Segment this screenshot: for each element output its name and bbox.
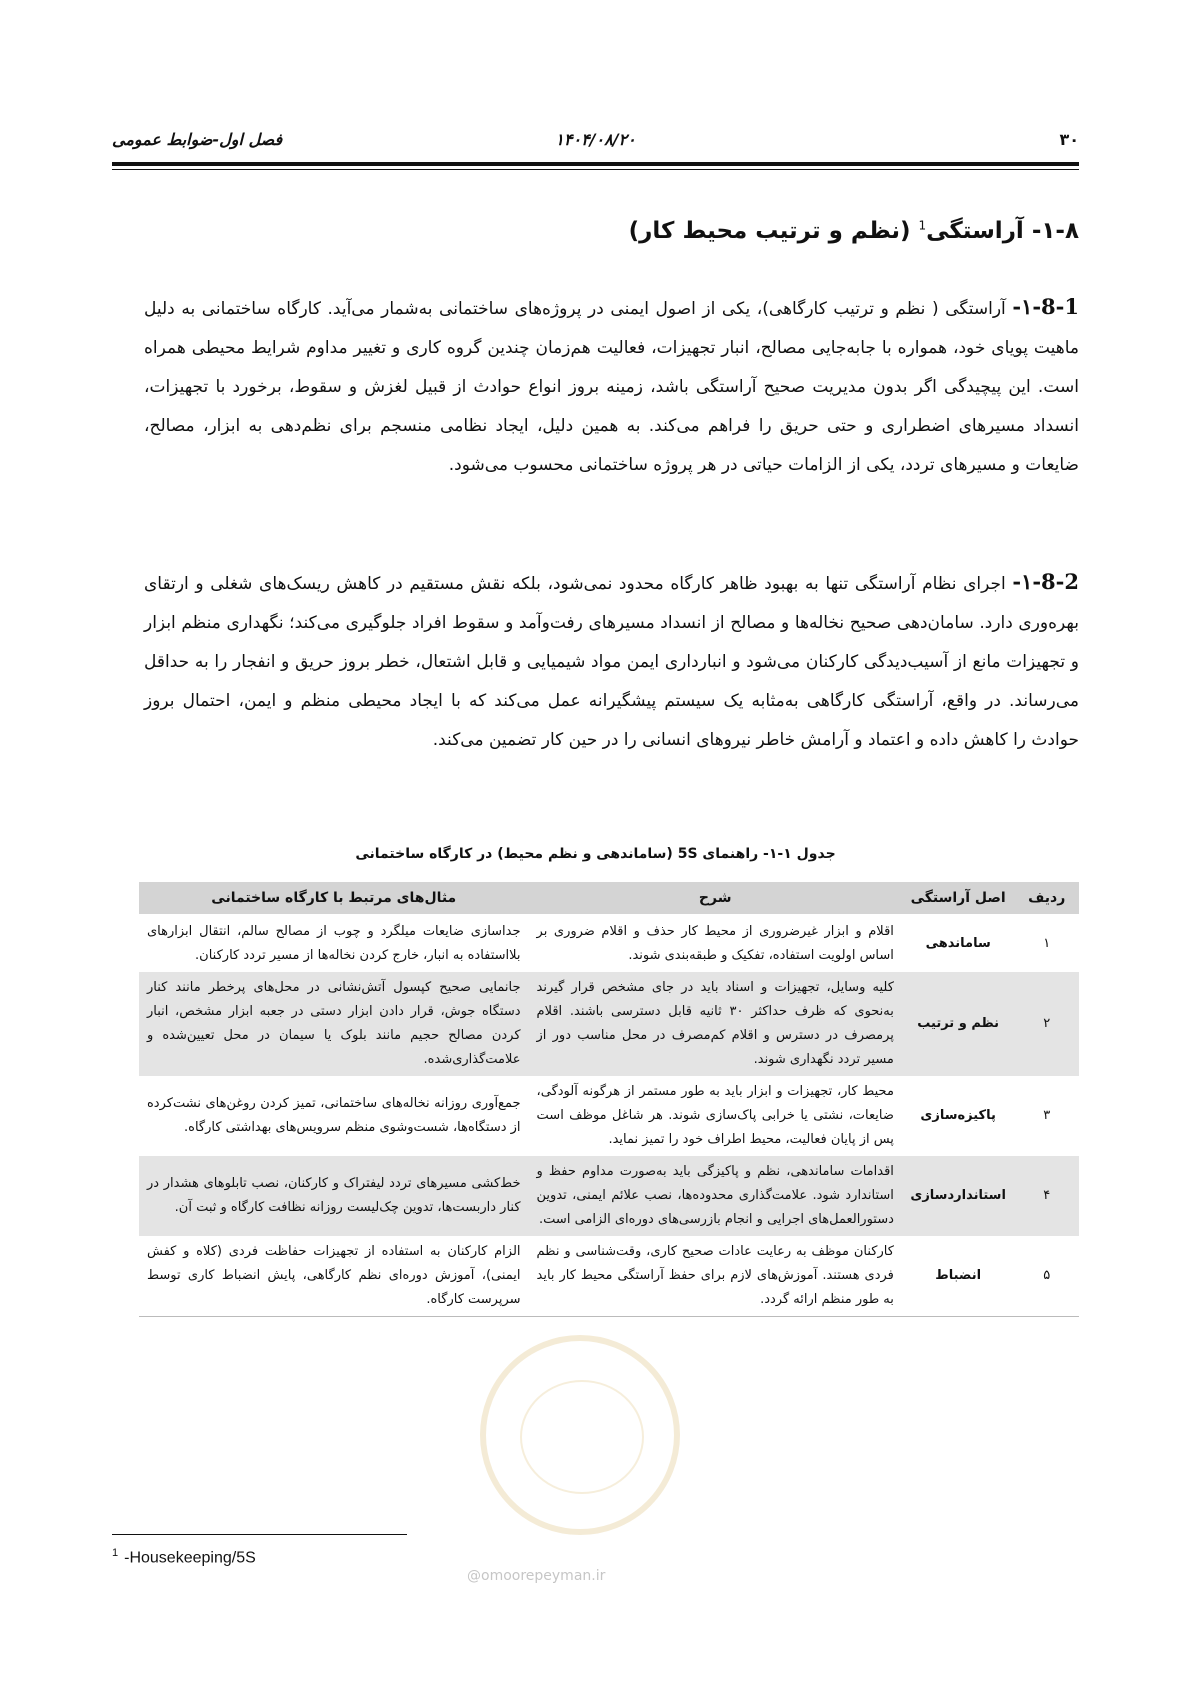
principle-description: اقدامات ساماندهی، نظم و پاکیزگی باید به‌صورت مداوم حفظ و استاندارد شود. علامت‌گذاری محدوده‌ها، نصب علائم ایمنی، تدوین دستورالعمل‌های اجرایی و انجام بازرسی‌های دوره‌ای الزامی است. <box>529 1156 902 1236</box>
running-header <box>112 126 1079 156</box>
principle-description: محیط کار، تجهیزات و ابزار باید به طور مستمر از هرگونه آلودگی، ضایعات، نشتی یا خرابی پاک‌سازی شوند. هر شاغل موظف است پس از پایان فعالیت، محیط اطراف خود را تمیز نماید. <box>529 1076 902 1156</box>
watermark-text: @omoorepeyman.ir <box>467 1568 606 1584</box>
header-description: شرح <box>529 882 902 915</box>
row-number: ۵ <box>1014 1236 1079 1317</box>
paragraph-number: ۱-8-2- <box>1012 569 1079 594</box>
header-date: ۱۴۰۴/۰۸/۲۰ <box>555 130 636 149</box>
principle-description: کلیه وسایل، تجهیزات و اسناد باید در جای مشخص قرار گیرند به‌نحوی که ظرف حداکثر ۳۰ ثانیه قابل دسترسی باشند. اقلام پرمصرف در دسترس و اقلام کم‌مصرف در محل مناسب دور از مسیر تردد نگهداری شوند. <box>529 972 902 1076</box>
table-row <box>139 1236 1079 1317</box>
footnote-marker: 1 <box>112 1547 119 1559</box>
footnote <box>112 1547 256 1567</box>
principle-name: پاکیزه‌سازی <box>902 1076 1015 1156</box>
row-number: ۲ <box>1014 972 1079 1076</box>
paragraph-1 <box>144 287 1079 485</box>
principle-description: اقلام و ابزار غیرضروری از محیط کار حذف و اقلام ضروری بر اساس اولویت استفاده، تفکیک و طبقه‌بندی شوند. <box>529 915 902 972</box>
paragraph-2 <box>144 562 1079 760</box>
table-row <box>139 1156 1079 1236</box>
row-number: ۴ <box>1014 1156 1079 1236</box>
footnote-rule <box>112 1534 407 1535</box>
watermark-seal-inner <box>520 1380 644 1494</box>
principle-example: الزام کارکنان به استفاده از تجهیزات حفاظت فردی (کلاه و کفش ایمنی)، آموزش دوره‌ای نظم کارگاهی، پایش انضباط کاری توسط سرپرست کارگاه. <box>139 1236 529 1317</box>
paragraph-text: اجرای نظام آراستگی تنها به بهبود ظاهر کارگاه محدود نمی‌شود، بلکه نقش مستقیم در کاهش ریسک‌های شغلی و ارتقای بهره‌وری دارد. سامان‌دهی صحیح نخاله‌ها و مصالح از انسداد مسیرهای رفت‌وآمد و سقوط افراد جلوگیری می‌کند؛ نگهداری منظم ابزار و تجهیزات مانع از آسیب‌دیدگی کارکنان می‌شود و انبارداری ایمن مواد شیمیایی و قابل اشتعال، خطر بروز حریق و انفجار را به حداقل می‌رساند. در واقع، آراستگی کارگاهی به‌مثابه یک سیستم پیشگیرانه عمل می‌کند که با ایجاد محیطی منظم و ایمن، احتمال بروز حوادث را کاهش داده و اعتماد و آرامش خاطر نیروهای انسانی را در حین کار تضمین می‌کند. <box>144 574 1079 750</box>
footnote-reference[interactable]: 1 <box>918 218 927 233</box>
table-row <box>139 915 1079 972</box>
page-number: ۳۰ <box>1059 130 1079 149</box>
header-rule-thick <box>112 162 1079 166</box>
table-header-row <box>139 882 1079 915</box>
paragraph-number: ۱-8-1- <box>1012 294 1079 319</box>
header-principle: اصل آراستگی <box>902 882 1015 915</box>
principle-example: جانمایی صحیح کپسول آتش‌نشانی در محل‌های پرخطر مانند کنار دستگاه جوش، قرار دادن ابزار دستی در جعبه ابزار مشخص، انبار کردن مصالح حجیم مانند بلوک یا سیمان در محل تعیین‌شده و علامت‌گذاری‌شده. <box>139 972 529 1076</box>
table-caption: جدول ۱-۱- راهنمای 5S (ساماندهی و نظم محیط) در کارگاه ساختمانی <box>355 846 836 862</box>
header-examples: مثال‌های مرتبط با کارگاه ساختمانی <box>139 882 529 915</box>
header-row-no: ردیف <box>1014 882 1079 915</box>
row-number: ۳ <box>1014 1076 1079 1156</box>
principle-example: جمع‌آوری روزانه نخاله‌های ساختمانی، تمیز کردن روغن‌های نشت‌کرده از دستگاه‌ها، شست‌وشوی منظم سرویس‌های بهداشتی کارگاه. <box>139 1076 529 1156</box>
section-title-suffix: (نظم و ترتیب محیط کار) <box>628 218 919 244</box>
principle-example: خط‌کشی مسیرهای تردد لیفتراک و کارکنان، نصب تابلوهای هشدار در کنار داربست‌ها، تدوین چک‌لیست روزانه نظافت کارگاه و ثبت آن. <box>139 1156 529 1236</box>
table-row <box>139 972 1079 1076</box>
5s-guide-table <box>139 882 1079 1317</box>
principle-name: ساماندهی <box>902 915 1015 972</box>
footnote-text: -Housekeeping/5S <box>124 1549 256 1567</box>
row-number: ۱ <box>1014 915 1079 972</box>
section-title-main: ۱-۸- آراستگی <box>926 218 1079 244</box>
section-title <box>629 218 1079 244</box>
header-rule-thin <box>112 169 1079 170</box>
principle-description: کارکنان موظف به رعایت عادات صحیح کاری، وقت‌شناسی و نظم فردی هستند. آموزش‌های لازم برای حفظ آراستگی محیط کار باید به طور منظم ارائه گردد. <box>529 1236 902 1317</box>
principle-name: نظم و ترتیب <box>902 972 1015 1076</box>
principle-name: استانداردسازی <box>902 1156 1015 1236</box>
principle-example: جداسازی ضایعات میلگرد و چوب از مصالح سالم، انتقال ابزارهای بلااستفاده به انبار، خارج کردن نخاله‌ها از مسیر تردد کارکنان. <box>139 915 529 972</box>
chapter-title: فصل اول-ضوابط عمومی <box>112 130 283 149</box>
paragraph-text: آراستگی ( نظم و ترتیب کارگاهی)، یکی از اصول ایمنی در پروژه‌های ساختمانی به‌شمار می‌آید. کارگاه ساختمانی به دلیل ماهیت پویای خود، همواره با جابه‌جایی مصالح، انبار تجهیزات، فعالیت هم‌زمان چندین گروه کاری و تغییر مداوم شرایط محیطی همراه است. این پیچیدگی اگر بدون مدیریت صحیح آراستگی باشد، زمینه بروز انواع حوادث از قبیل لغزش و سقوط، برخورد با تجهیزات، انسداد مسیرهای اضطراری و حتی حریق را فراهم می‌کند. به همین دلیل، ایجاد نظامی منسجم برای نظم‌دهی به ابزار، مصالح، ضایعات و مسیرهای تردد، یکی از الزامات حیاتی در هر پروژه ساختمانی محسوب می‌شود. <box>144 299 1079 475</box>
table-row <box>139 1076 1079 1156</box>
principle-name: انضباط <box>902 1236 1015 1317</box>
